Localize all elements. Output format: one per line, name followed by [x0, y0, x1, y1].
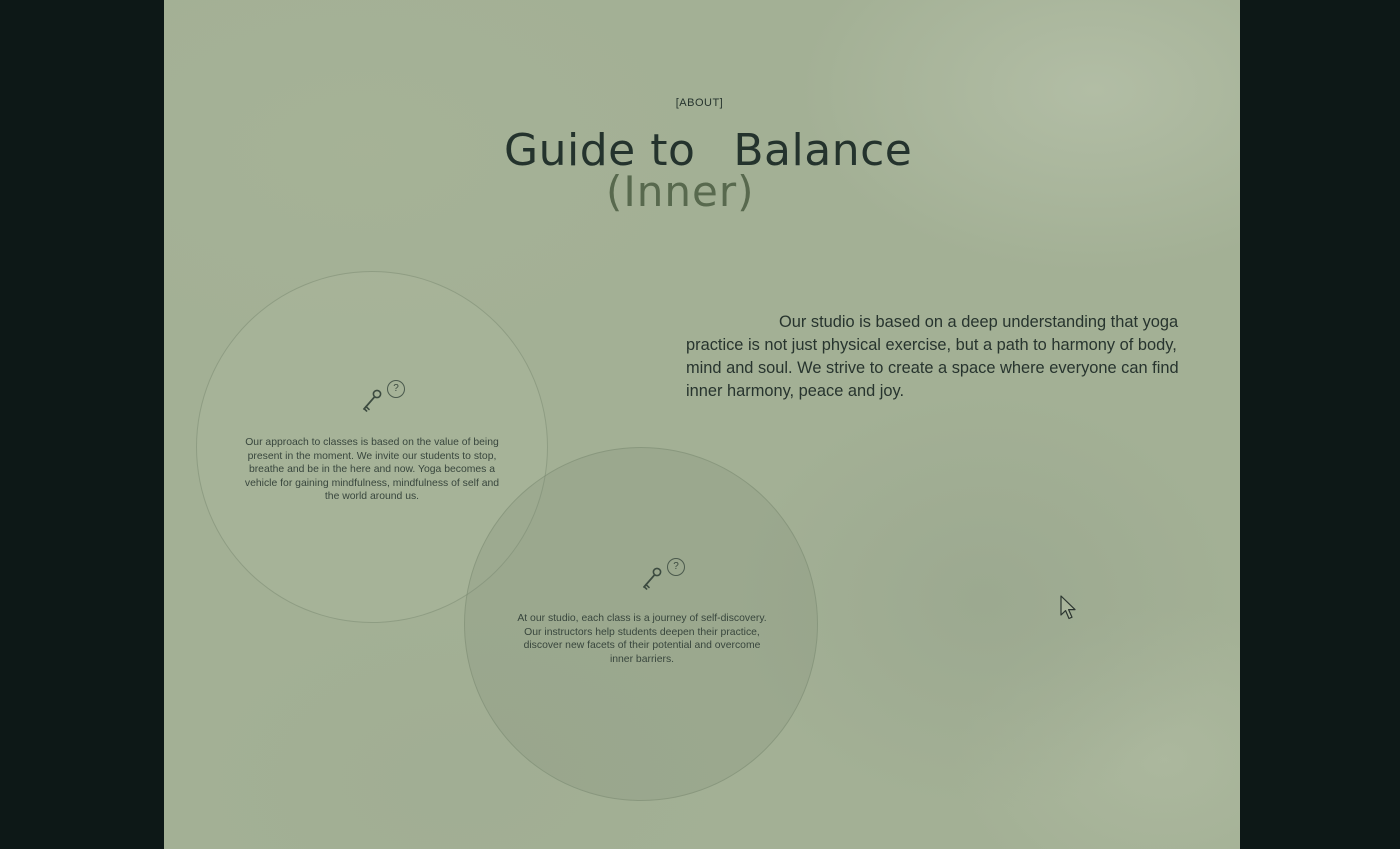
help-icon[interactable]: ? — [387, 380, 405, 398]
section-label: [ABOUT] — [675, 97, 724, 109]
approach-text: Our approach to classes is based on the value of being present in the moment. We invite our students to stop, breathe and be in the here and now. Yoga becomes a vehicle for gaining mindfulness, mindfulness of self and the world around us. — [244, 437, 500, 503]
intro-paragraph: Our studio is based on a deep understanding that yoga practice is not just physical exercise, but a path to harmony of body, mind and soul. We strive to create a space where everyone can find inner harmony, peace and joy. — [686, 313, 1179, 400]
journey-circle — [464, 447, 818, 801]
headline-word-guide: Guide to — [504, 125, 696, 176]
help-icon[interactable]: ? — [667, 558, 685, 576]
about-section — [164, 0, 1240, 849]
key-icon — [641, 566, 663, 590]
headline-word-balance: Balance — [733, 125, 913, 176]
approach-icon-row — [361, 380, 421, 414]
key-icon — [361, 388, 383, 412]
journey-text: At our studio, each class is a journey of self-discovery. Our instructors help students deepen their practice, discover new facets of their potential and overcome inner barriers. — [517, 613, 767, 665]
journey-icon-row — [641, 558, 701, 592]
mouse-cursor-icon — [1060, 595, 1078, 621]
headline-accent-inner: (Inner) — [606, 167, 755, 216]
